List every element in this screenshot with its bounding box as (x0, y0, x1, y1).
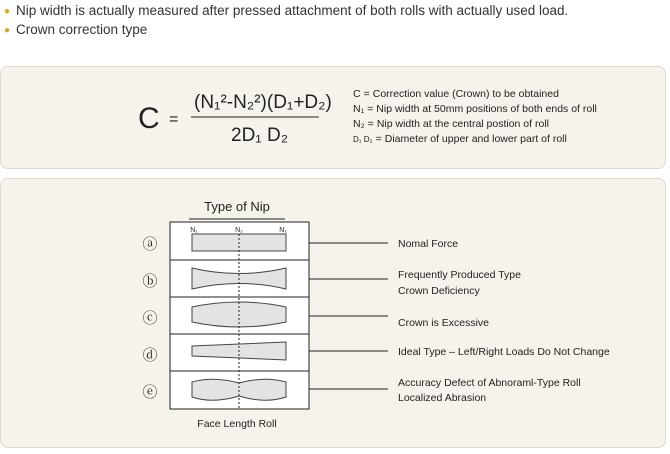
legend-symbol: N₂ (353, 118, 365, 130)
row-label-a: Nomal Force (398, 238, 459, 250)
intro-bullets (4, 2, 568, 40)
formula-lhs: C (138, 102, 160, 135)
svg-text:C=Correction value (Crown) to: C = Correction value (Crown) to be obtained (353, 88, 559, 100)
row-label-b1: Frequently Produced Type (398, 269, 521, 281)
bullet-icon: ● (4, 25, 11, 36)
nip-diagram (1, 179, 667, 449)
diagram-title: Type of Nip (204, 199, 270, 214)
nip-panel (0, 178, 666, 448)
svg-text:N₂=Nip width at the central po: N₂ = Nip width at the central postion of roll (353, 118, 549, 130)
svg-text:N₁=Nip width at 50mm positions: N₁ = Nip width at 50mm positions of both ends of roll (353, 103, 597, 115)
column-label-n2: N₂ (235, 227, 243, 234)
bullet-text: Nip width is actually measured after pressed attachment of both rolls with actually used load. (16, 3, 569, 18)
bullet-icon: ● (4, 6, 11, 17)
formula-panel (0, 66, 666, 169)
row-marker-c: ⓒ (142, 310, 158, 327)
row-marker-b: ⓑ (142, 273, 158, 290)
row-marker-e: ⓔ (142, 384, 158, 401)
formula-graphic (1, 67, 667, 170)
formula-numerator: (N₁²-N₂²)(D₁+D₂) (194, 92, 332, 113)
row-label-e1: Accuracy Defect of Abnoraml-Type Roll (398, 377, 581, 389)
column-label-n1-left: N₁ (190, 227, 198, 234)
row-label-c: Crown is Excessive (398, 317, 490, 329)
formula-equals: = (169, 111, 179, 128)
row-marker-a: ⓐ (142, 236, 158, 253)
bullet-text: Crown correction type (16, 22, 148, 37)
row-marker-d: ⓓ (142, 347, 158, 364)
row-label-b2: Crown Deficiency (398, 285, 480, 297)
legend-symbol: N₁ (353, 103, 365, 115)
bullet-item (4, 21, 568, 40)
legend-text: Nip width at the central postion of roll (376, 118, 549, 130)
legend-text: Nip width at 50mm positions of both ends of roll (376, 103, 597, 115)
row-label-e2: Localized Abrasion (398, 392, 487, 404)
diagram-footer: Face Length Roll (197, 418, 277, 430)
svg-text:D₁ D₂=Diameter of upper and lo: D₁ D₂ = Diameter of upper and lower part of roll (353, 133, 567, 145)
legend-symbol: C (353, 88, 361, 100)
bullet-item (4, 2, 568, 21)
column-label-n1-right: N₁ (279, 227, 287, 234)
legend-symbol: D₁ D₂ (353, 135, 373, 144)
legend-text: Correction value (Crown) to be obtained (372, 88, 559, 100)
formula-legend (353, 88, 597, 145)
row-label-d: Ideal Type – Left/Right Loads Do Not Change (398, 346, 610, 358)
legend-text: Diameter of upper and lower part of roll (384, 133, 567, 145)
formula-denominator: 2D₁ D₂ (231, 125, 289, 146)
